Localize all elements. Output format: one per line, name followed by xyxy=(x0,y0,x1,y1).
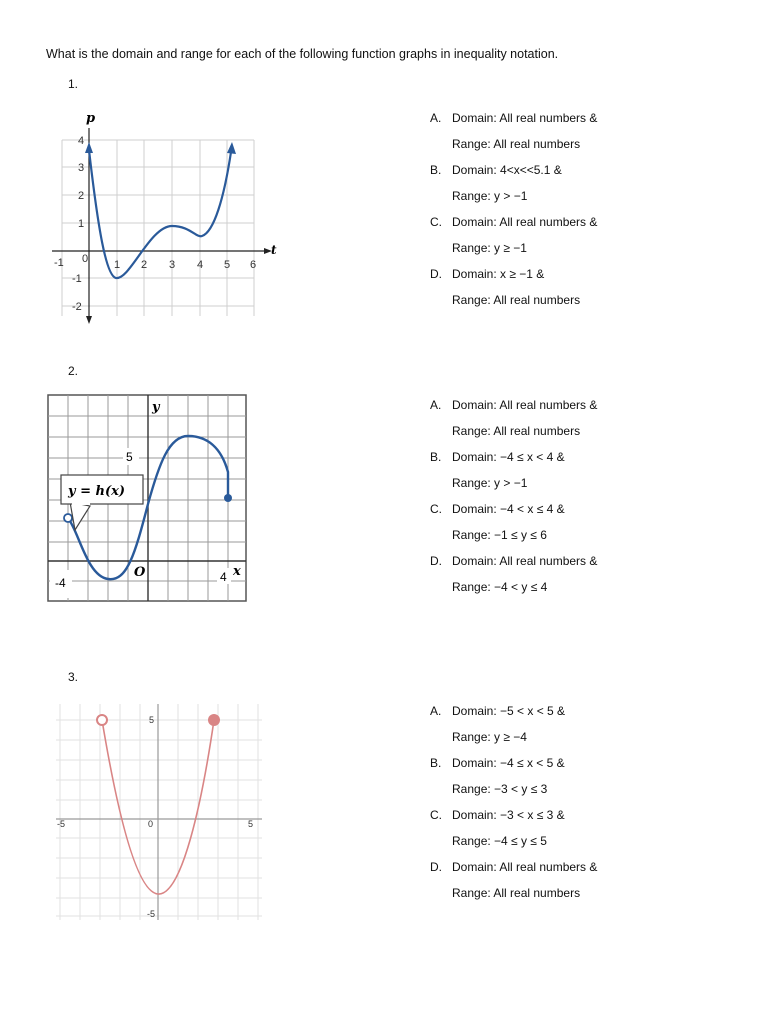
function-label: y = h(x) xyxy=(68,484,126,499)
question-2-graph xyxy=(47,394,247,602)
question-prompt: What is the domain and range for each of the following function graphs in inequality notation. xyxy=(46,47,559,61)
x-tick: 5 xyxy=(224,259,231,271)
choice-a-range: Range: All real numbers xyxy=(452,424,581,438)
x-tick: 6 xyxy=(250,259,257,271)
question-1-choices xyxy=(430,105,597,313)
question-2-choices xyxy=(430,392,597,600)
choice-d[interactable]: D. Domain: All real numbers & xyxy=(430,554,598,568)
choice-c-range: Range: −1 ≤ y ≤ 6 xyxy=(452,528,547,542)
choice-c[interactable]: C. Domain: All real numbers & xyxy=(430,215,598,229)
x-axis-label: t xyxy=(271,243,277,257)
x-tick: 2 xyxy=(141,259,148,271)
y-tick: -5 xyxy=(147,909,156,919)
y-axis-label: p xyxy=(86,111,96,126)
choice-a[interactable]: A. Domain: All real numbers & xyxy=(430,398,598,412)
origin-label: O xyxy=(134,565,146,580)
question-3-graph xyxy=(54,702,266,924)
choice-d-range: Range: All real numbers xyxy=(452,886,581,900)
question-1-graph xyxy=(50,108,280,328)
y-tick: -2 xyxy=(72,301,82,313)
arrow-up-right-icon xyxy=(227,142,236,154)
x-tick: -5 xyxy=(57,819,66,829)
closed-endpoint xyxy=(208,714,220,726)
x-tick: 4 xyxy=(197,259,204,271)
choice-b-range: Range: −3 < y ≤ 3 xyxy=(452,782,548,796)
y-tick: 3 xyxy=(78,162,85,174)
y-axis-label: y xyxy=(152,400,160,415)
x-tick: 5 xyxy=(248,819,254,829)
y-tick: -1 xyxy=(72,273,82,285)
x-tick: -1 xyxy=(54,257,64,269)
choice-a-range: Range: All real numbers xyxy=(452,137,581,151)
y-tick: 5 xyxy=(126,450,133,464)
x-tick: 3 xyxy=(169,259,176,271)
question-1-number: 1. xyxy=(68,77,79,91)
question-3-number: 3. xyxy=(68,670,79,684)
x-tick: 4 xyxy=(220,570,227,584)
x-tick: 1 xyxy=(114,259,121,271)
question-3-choices xyxy=(430,698,597,906)
choice-b[interactable]: B. Domain: −4 ≤ x < 5 & xyxy=(430,756,565,770)
choice-b-range: Range: y > −1 xyxy=(452,476,528,490)
open-endpoint xyxy=(97,715,107,725)
choice-c-range: Range: y ≥ −1 xyxy=(452,241,527,255)
origin-tick: 0 xyxy=(148,819,154,829)
x-axis-label: x xyxy=(233,564,241,579)
choice-a[interactable]: A. Domain: All real numbers & xyxy=(430,111,598,125)
y-tick: 2 xyxy=(78,190,85,202)
choice-d-range: Range: −4 < y ≤ 4 xyxy=(452,580,548,594)
choice-a[interactable]: A. Domain: −5 < x < 5 & xyxy=(430,704,566,718)
choice-a-range: Range: y ≥ −4 xyxy=(452,730,527,744)
closed-endpoint xyxy=(224,494,232,502)
x-tick: 0 xyxy=(82,253,89,265)
choice-c-range: Range: −4 ≤ y ≤ 5 xyxy=(452,834,547,848)
y-tick: 5 xyxy=(149,715,155,725)
choice-c[interactable]: C. Domain: −4 < x ≤ 4 & xyxy=(430,502,565,516)
choice-d-range: Range: All real numbers xyxy=(452,293,581,307)
x-tick: -4 xyxy=(55,576,66,590)
choice-c[interactable]: C. Domain: −3 < x ≤ 3 & xyxy=(430,808,565,822)
arrow-up-left-icon xyxy=(85,142,93,153)
choice-b[interactable]: B. Domain: −4 ≤ x < 4 & xyxy=(430,450,565,464)
y-tick: 4 xyxy=(78,135,85,147)
choice-d[interactable]: D. Domain: All real numbers & xyxy=(430,860,598,874)
y-tick: 1 xyxy=(78,218,85,230)
choice-b[interactable]: B. Domain: 4<x<<5.1 & xyxy=(430,163,562,177)
question-2-number: 2. xyxy=(68,364,79,378)
choice-d[interactable]: D. Domain: x ≥ −1 & xyxy=(430,267,545,281)
open-endpoint xyxy=(64,514,72,522)
function-curve xyxy=(89,150,231,278)
choice-b-range: Range: y > −1 xyxy=(452,189,528,203)
